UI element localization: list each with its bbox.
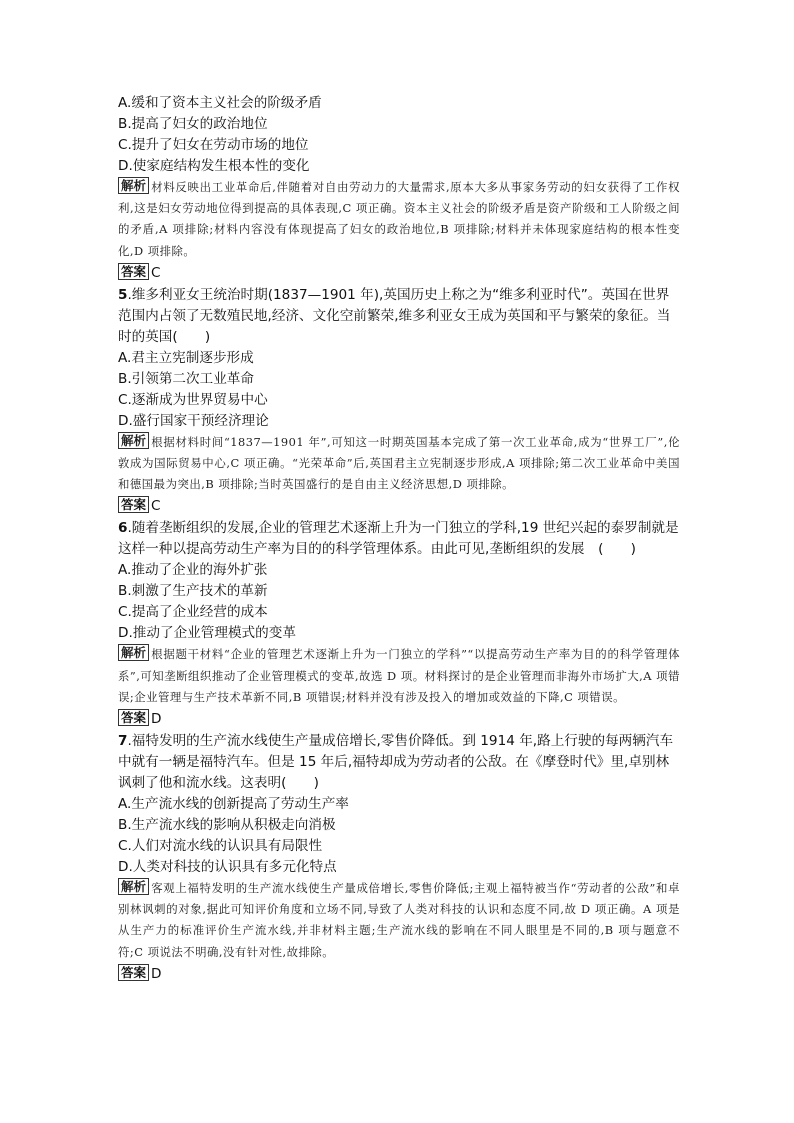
option-a: A.生产流水线的创新提高了劳动生产率 (118, 796, 349, 813)
option-d: D.盛行国家干预经济理论 (118, 412, 269, 429)
question-4 (118, 93, 680, 284)
answer-tag: 答案 (118, 496, 149, 513)
analysis-text: 客观上福特发明的生产流水线使生产量成倍增长,零售价降低;主观上福特被当作“劳动者的公敌”和卓别林讽刺的对象,据此可知评价角度和立场不同,导致了人类对科技的认识和态度不同,故 D 项正确。A 项是从生产力的标准评价生产流水线,并非材料主题;生产流水线的影响在不同人眼里是不同的,B 项与题意不符;C 项说法不明确,没有针对性,故排除。 (118, 881, 680, 959)
analysis (118, 177, 680, 262)
option-b: B.生产流水线的影响从积极走向消极 (118, 817, 336, 834)
option-b: B.引领第二次工业革命 (118, 370, 254, 387)
question-stem (118, 518, 680, 560)
option-b: B.刺激了生产技术的革新 (118, 583, 268, 600)
analysis-tag: 解析 (118, 878, 149, 895)
option-d: D.人类对科技的认识具有多元化特点 (118, 859, 337, 876)
analysis-text: 根据材料时间“1837—1901 年”,可知这一时期英国基本完成了第一次工业革命,成为“世界工厂”,伦敦成为国际贸易中心,C 项正确。“光荣革命”后,英国君主立宪制逐步形成,A 项排除;第二次工业革命中美国和德国最为突出,B 项排除;当时英国盛行的是自由主义经济思想,D 项排除。 (118, 434, 680, 492)
question-number: 5 (118, 286, 128, 303)
analysis-tag: 解析 (118, 177, 149, 194)
answer-value: C (151, 498, 161, 515)
analysis-text: 根据题干材料“企业的管理艺术逐渐上升为一门独立的学科”“以提高劳动生产率为目的的科学管理体系”,可知垄断组织推动了企业管理模式的变革,故选 D 项。材料探讨的是企业管理而非海外市场扩大,A 项错误;企业管理与生产技术革新不同,B 项错误;材料并没有涉及投入的增加或效益的下降,C 项错误。 (118, 647, 680, 704)
question-number: 6 (118, 520, 128, 537)
analysis-tag: 解析 (118, 432, 149, 449)
option-a: A.君主立宪制逐步形成 (118, 349, 254, 366)
analysis (118, 644, 680, 708)
answer (118, 262, 680, 284)
answer-value: C (151, 264, 161, 281)
option-c: C.人们对流水线的认识具有局限性 (118, 838, 323, 855)
question-text: .随着垄断组织的发展,企业的管理艺术逐渐上升为一门独立的学科,19 世纪兴起的泰罗制就是这样一种以提高劳动生产率为目的的科学管理体系。由此可见,垄断组织的发展 ( ) (118, 520, 679, 558)
option-a: A.推动了企业的海外扩张 (118, 562, 268, 579)
option-c: C.逐渐成为世界贸易中心 (118, 391, 268, 408)
option-b: B.提高了妇女的政治地位 (118, 116, 268, 132)
answer (118, 708, 680, 730)
analysis-text: 材料反映出工业革命后,伴随着对自由劳动力的大量需求,原本大多从事家务劳动的妇女获得了工作权利,这是妇女劳动地位得到提高的具体表现,C 项正确。资本主义社会的阶级矛盾是资产阶级和工人阶级之间的矛盾,A 项排除;材料内容没有体现提高了妇女的政治地位,B 项排除;材料并未体现家庭结构的根本性变化,D 项排除。 (118, 180, 680, 258)
question-6 (118, 518, 680, 730)
question-text: .维多利亚女王统治时期(1837—1901 年),英国历史上称之为“维多利亚时代”。英国在世界范围内占领了无数殖民地,经济、文化空前繁荣,维多利亚女王成为英国和平与繁荣的象征。当时的英国( ) (118, 286, 671, 345)
option-c: C.提升了妇女在劳动市场的地位 (118, 137, 309, 153)
answer (118, 495, 680, 517)
answer-value: D (151, 965, 162, 982)
answer (118, 963, 680, 985)
analysis-tag: 解析 (118, 644, 149, 661)
question-stem (118, 285, 680, 348)
document-page (118, 93, 680, 985)
option-d: D.推动了企业管理模式的变革 (118, 625, 296, 642)
question-number: 7 (118, 733, 128, 750)
question-text: .福特发明的生产流水线使生产量成倍增长,零售价降低。到 1914 年,路上行驶的每两辆汽车中就有一辆是福特汽车。但是 15 年后,福特却成为劳动者的公敌。在《摩登时代》里,卓别林讽刺了他和流水线。这表明( ) (118, 733, 674, 792)
answer-tag: 答案 (118, 263, 149, 280)
analysis (118, 878, 680, 963)
answer-tag: 答案 (118, 709, 149, 726)
question-7 (118, 731, 680, 985)
option-d: D.使家庭结构发生根本性的变化 (118, 158, 310, 174)
question-5 (118, 285, 680, 518)
analysis (118, 432, 680, 496)
option-c: C.提高了企业经营的成本 (118, 604, 268, 621)
answer-value: D (151, 711, 162, 728)
question-stem (118, 731, 680, 794)
option-a: A.缓和了资本主义社会的阶级矛盾 (118, 95, 322, 111)
answer-tag: 答案 (118, 964, 149, 981)
